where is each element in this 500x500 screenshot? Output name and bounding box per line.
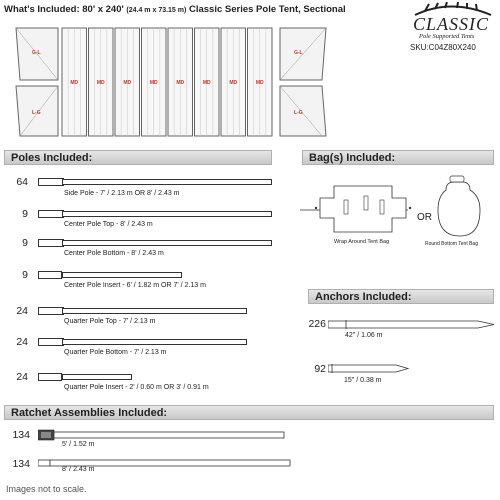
pole-qty: 9 [22,237,28,249]
pole-qty: 64 [16,176,28,188]
ratchets-header-label: Ratchet Assemblies Included: [11,407,168,419]
ratchet-label: 5' / 1.52 m [62,441,95,448]
corner-label: L-G [32,110,41,116]
pole-qty: 24 [16,336,28,348]
anchor-label: 42" / 1.06 m [345,332,383,339]
pole-end-cap [38,307,64,315]
corner-label: G-L [32,50,41,56]
pole-qty: 9 [22,208,28,220]
logo-tagline: Pole Supported Tents [419,33,475,40]
pole-label: Center Pole Top - 8' / 2.43 m [64,221,153,228]
ratchet-label: 8' / 2.43 m [62,466,95,473]
pole-label: Center Pole Bottom - 8' / 2.43 m [64,250,164,257]
pole-qty: 24 [16,305,28,317]
pole-label: Side Pole - 7' / 2.13 m OR 8' / 2.43 m [64,190,180,197]
page-title [4,4,346,15]
classic-logo [405,2,497,42]
middle-section-label: MD [202,80,211,86]
middle-section-label: MD [229,80,238,86]
round-bag-label: Round Bottom Tent Bag [425,241,478,247]
pole-end-cap [38,338,64,346]
anchors-header-label: Anchors Included: [315,291,412,303]
anchor-qty: 226 [308,318,326,330]
pole-label: Quarter Pole Top - 7' / 2.13 m [64,318,156,325]
pole-end-cap [38,178,64,186]
middle-section-label: MD [255,80,264,86]
pole-label: Quarter Pole Bottom - 7' / 2.13 m [64,349,167,356]
bags-illustration [300,172,500,252]
bags-header-label: Bag(s) Included: [309,152,396,164]
ratchet-strap-short [38,428,288,442]
ratchet-qty: 134 [12,429,30,441]
pole-qty: 9 [22,269,28,281]
pole-label: Quarter Pole Insert - 2' / 0.60 m OR 3' / 0.91 m [64,384,209,391]
middle-section-label: MD [96,80,105,86]
corner-label: L-G [294,110,303,116]
sku-label: SKU:C04Z80X240 [410,43,476,52]
tent-layout-diagram [12,26,330,140]
middle-section-label: MD [70,80,79,86]
ratchets-header [4,405,494,420]
anchor-stake-short [328,362,410,376]
pole-graphic [62,211,272,217]
poles-header-label: Poles Included: [11,152,93,164]
anchor-qty: 92 [314,363,326,375]
pole-qty: 24 [16,371,28,383]
anchor-label: 15" / 0.38 m [344,377,382,384]
pole-graphic [62,339,247,345]
middle-section-label: MD [123,80,132,86]
pole-graphic [62,308,247,314]
title-metric: (24.4 m x 73.15 m) [126,7,187,14]
middle-section-label: MD [176,80,185,86]
corner-label: G-L [294,50,303,56]
anchor-stake-long [328,318,498,332]
footer-note: Images not to scale. [6,484,87,494]
poles-header [4,150,272,165]
anchors-header [308,289,494,304]
logo-word: CLASSIC [413,14,490,34]
pole-graphic [62,374,132,380]
title-rest: Classic Series Pole Tent, Sectional [188,4,346,15]
pole-end-cap [38,210,64,218]
pole-graphic [62,272,182,278]
title-main: What's Included: 80' x 240' [4,4,124,15]
pole-graphic [62,179,272,185]
pole-end-cap [38,239,64,247]
wrap-bag-label: Wrap Around Tent Bag [334,239,390,245]
bags-or: OR [417,212,432,223]
pole-end-cap [38,271,62,279]
middle-section-label: MD [149,80,158,86]
ratchet-qty: 134 [12,458,30,470]
middle-sections [62,28,272,136]
pole-end-cap [38,373,62,381]
pole-graphic [62,240,272,246]
bags-header [302,150,494,165]
pole-label: Center Pole Insert - 6' / 1.82 m OR 7' / 2.13 m [64,282,206,289]
